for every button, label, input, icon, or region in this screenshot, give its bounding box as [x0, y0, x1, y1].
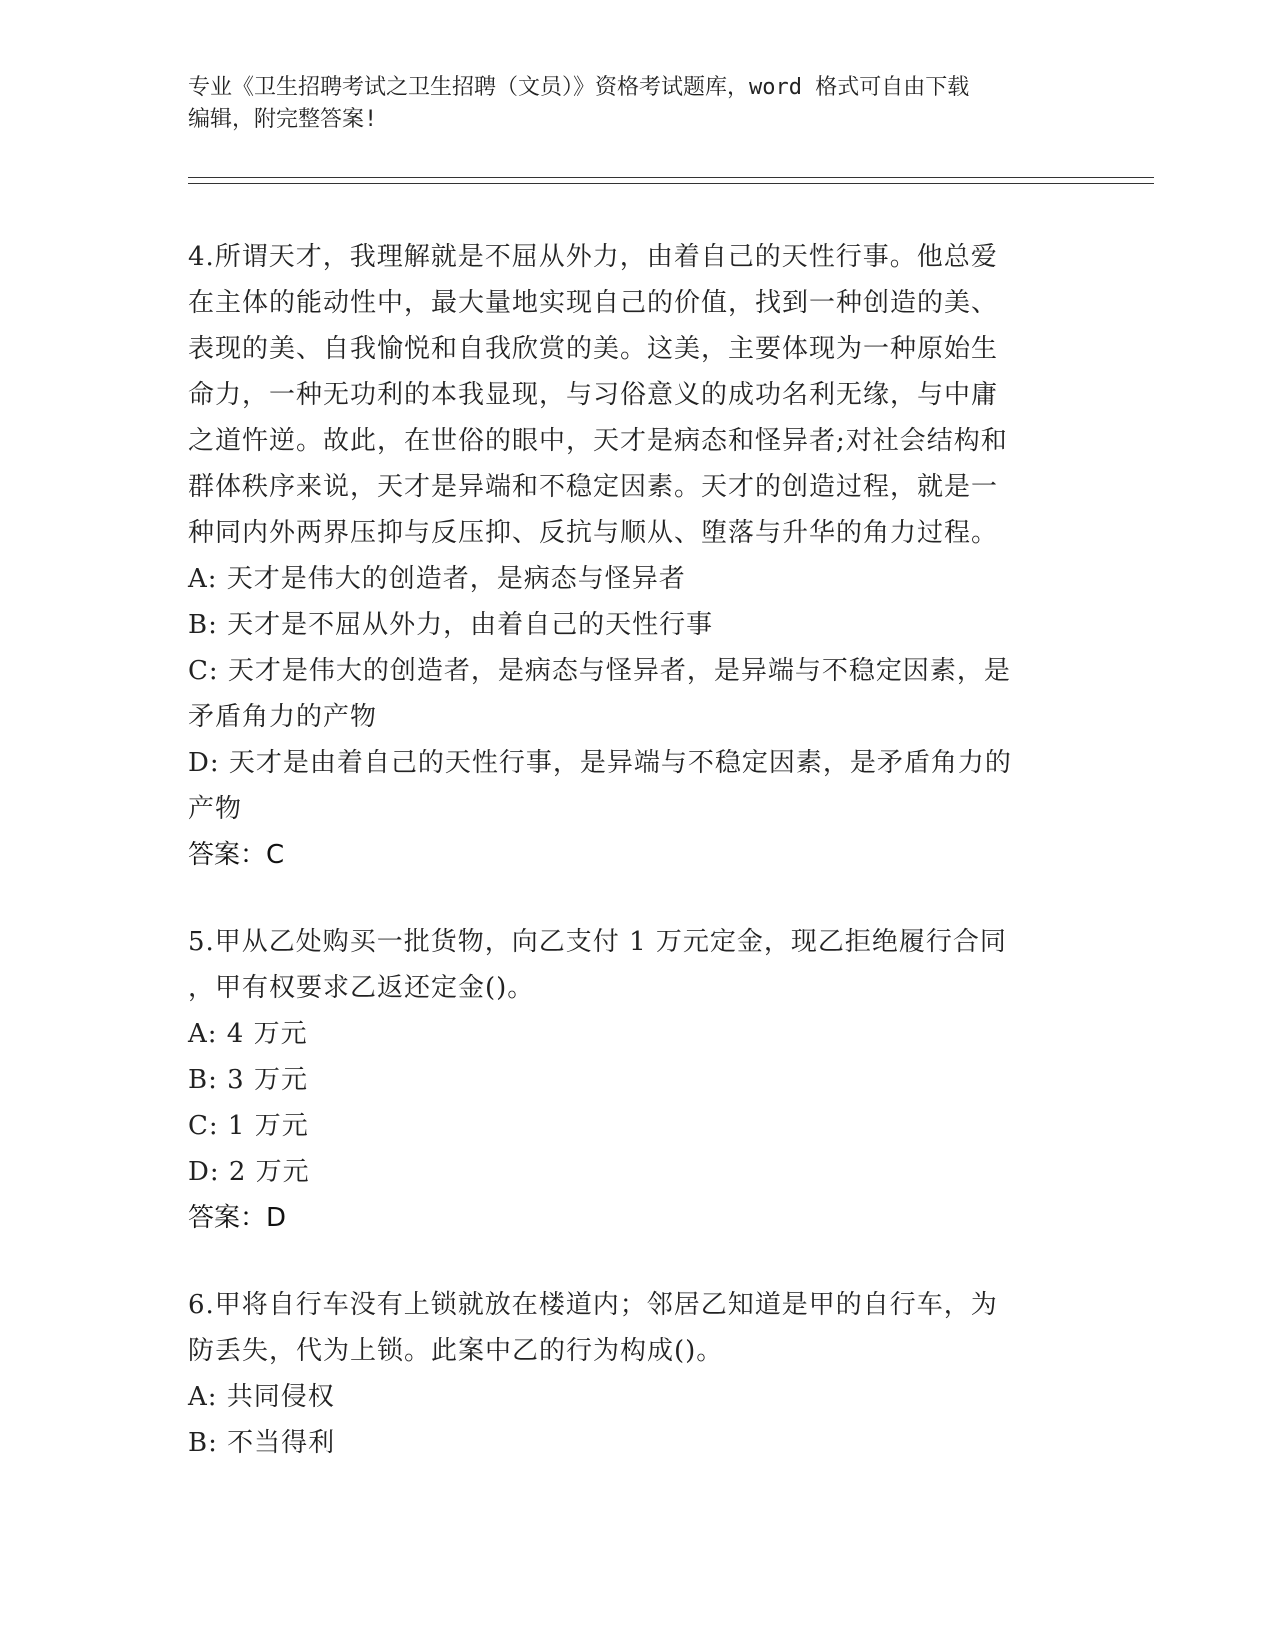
question-6	[188, 1282, 1088, 1466]
option-d-continued: 产物	[188, 794, 243, 824]
question-stem-line: 种同内外两界压抑与反压抑、反抗与顺从、堕落与升华的角力过程。	[188, 518, 999, 548]
question-stem-line: 4.所谓天才，我理解就是不屈从外力，由着自己的天性行事。他总爱	[188, 242, 998, 272]
question-list	[188, 234, 1088, 1466]
header-line: 编辑，附完整答案!	[188, 107, 378, 132]
question-stem-line: 在主体的能动性中，最大量地实现自己的价值，找到一种创造的美、	[188, 288, 999, 318]
question-stem-line: 表现的美、自我愉悦和自我欣赏的美。这美，主要体现为一种原始生	[188, 334, 999, 364]
header-divider	[188, 177, 1154, 178]
option-b: B: 不当得利	[188, 1428, 336, 1458]
question-stem-line: 之道忤逆。故此，在世俗的眼中，天才是病态和怪异者;对社会结构和	[188, 426, 1008, 456]
question-stem-line: 6.甲将自行车没有上锁就放在楼道内；邻居乙知道是甲的自行车，为	[188, 1290, 998, 1320]
option-c: C: 1 万元	[188, 1111, 309, 1141]
question-stem-line: 5.甲从乙处购买一批货物，向乙支付 1 万元定金，现乙拒绝履行合同	[188, 927, 1007, 957]
option-b: B: 3 万元	[188, 1065, 308, 1095]
option-d: D: 天才是由着自己的天性行事，是异端与不稳定因素，是矛盾角力的	[188, 748, 1012, 778]
page-header	[188, 72, 1088, 136]
answer-label: 答案：D	[188, 1203, 287, 1233]
option-b: B: 天才是不屈从外力，由着自己的天性行事	[188, 610, 714, 640]
header-line: 专业《卫生招聘考试之卫生招聘（文员）》资格考试题库，word 格式可自由下载	[188, 75, 970, 100]
question-5	[188, 919, 1088, 1241]
question-stem-line: 群体秩序来说，天才是异端和不稳定因素。天才的创造过程，就是一	[188, 472, 999, 502]
option-c-continued: 矛盾角力的产物	[188, 702, 378, 732]
question-spacer	[188, 878, 1088, 919]
question-stem-line: ，甲有权要求乙返还定金()。	[188, 973, 535, 1003]
question-spacer	[188, 1241, 1088, 1282]
question-4	[188, 234, 1088, 878]
answer-label: 答案：C	[188, 840, 285, 870]
question-stem-line: 防丢失，代为上锁。此案中乙的行为构成()。	[188, 1336, 724, 1366]
option-a: A: 天才是伟大的创造者，是病态与怪异者	[188, 564, 686, 594]
option-a: A: 4 万元	[188, 1019, 308, 1049]
option-d: D: 2 万元	[188, 1157, 310, 1187]
question-stem-line: 命力，一种无功利的本我显现，与习俗意义的成功名利无缘，与中庸	[188, 380, 999, 410]
header-divider	[188, 183, 1154, 184]
option-c: C: 天才是伟大的创造者，是病态与怪异者，是异端与不稳定因素，是	[188, 656, 1011, 686]
option-a: A: 共同侵权	[188, 1382, 335, 1412]
